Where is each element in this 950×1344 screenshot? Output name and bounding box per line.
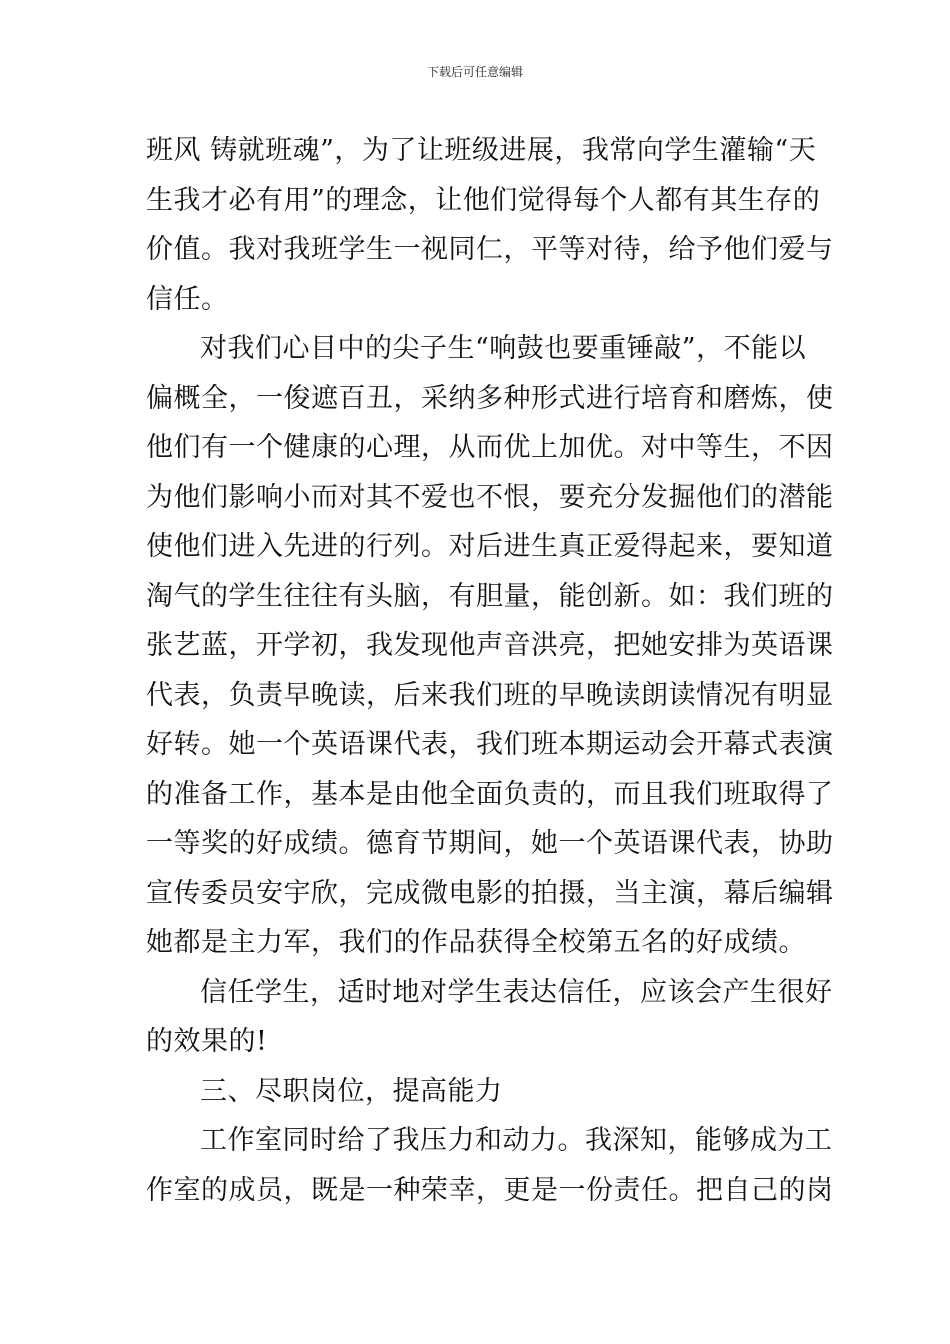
text-line: 使他们进入先进的行列。对后进生真正爱得起来，要知道: [146, 531, 834, 562]
section-heading: 三、尽职岗位，提高能力: [200, 1075, 503, 1107]
text-line: 好转。她一个英语课代表，我们班本期运动会开幕式表演: [146, 729, 834, 760]
text-line: 为他们影响小而对其不爱也不恨，要充分发掘他们的潜能: [146, 481, 834, 513]
text-line: 生我才必有用”的理念，让他们觉得每个人都有其生存的: [146, 184, 821, 216]
paragraph-first-line: 对我们心目中的尖子生“响鼓也要重锤敲”，不能以: [200, 333, 807, 364]
text-line: 代表，负责早晚读，后来我们班的早晚读朗读情况有明显: [146, 679, 834, 711]
text-line: 偏概全，一俊遮百丑，采纳多种形式进行培育和磨炼，使: [146, 382, 834, 414]
text-line: 他们有一个健康的心理，从而优上加优。对中等生，不因: [146, 432, 834, 463]
text-line: 宣传委员安宇欣，完成微电影的拍摄，当主演，幕后编辑: [146, 877, 834, 909]
text-line: 信任。: [146, 283, 229, 315]
text-line: 作室的成员，既是一种荣幸，更是一份责任。把自己的岗: [146, 1174, 834, 1206]
document-body: [146, 126, 834, 1215]
text-line: 价值。我对我班学生一视同仁，平等对待，给予他们爱与: [146, 234, 834, 265]
text-line: 一等奖的好成绩。德育节期间，她一个英语课代表，协助: [146, 828, 834, 859]
text-line: 她都是主力军，我们的作品获得全校第五名的好成绩。: [146, 927, 806, 958]
page-header: 下载后可任意编辑: [426, 65, 523, 79]
text-line: 淘气的学生往往有头脑，有胆量，能创新。如：我们班的: [146, 580, 834, 612]
paragraph-first-line: 工作室同时给了我压力和动力。我深知，能够成为工: [200, 1125, 833, 1156]
text-line: 的准备工作，基本是由他全面负责的，而且我们班取得了: [146, 778, 834, 810]
text-line: 班风 铸就班魂”，为了让班级进展，我常向学生灌输“天: [146, 135, 817, 166]
text-line: 的效果的!: [146, 1026, 268, 1057]
paragraph-first-line: 信任学生，适时地对学生表达信任，应该会产生很好: [200, 976, 833, 1008]
text-line: 张艺蓝，开学初，我发现他声音洪亮，把她安排为英语课: [146, 630, 834, 661]
